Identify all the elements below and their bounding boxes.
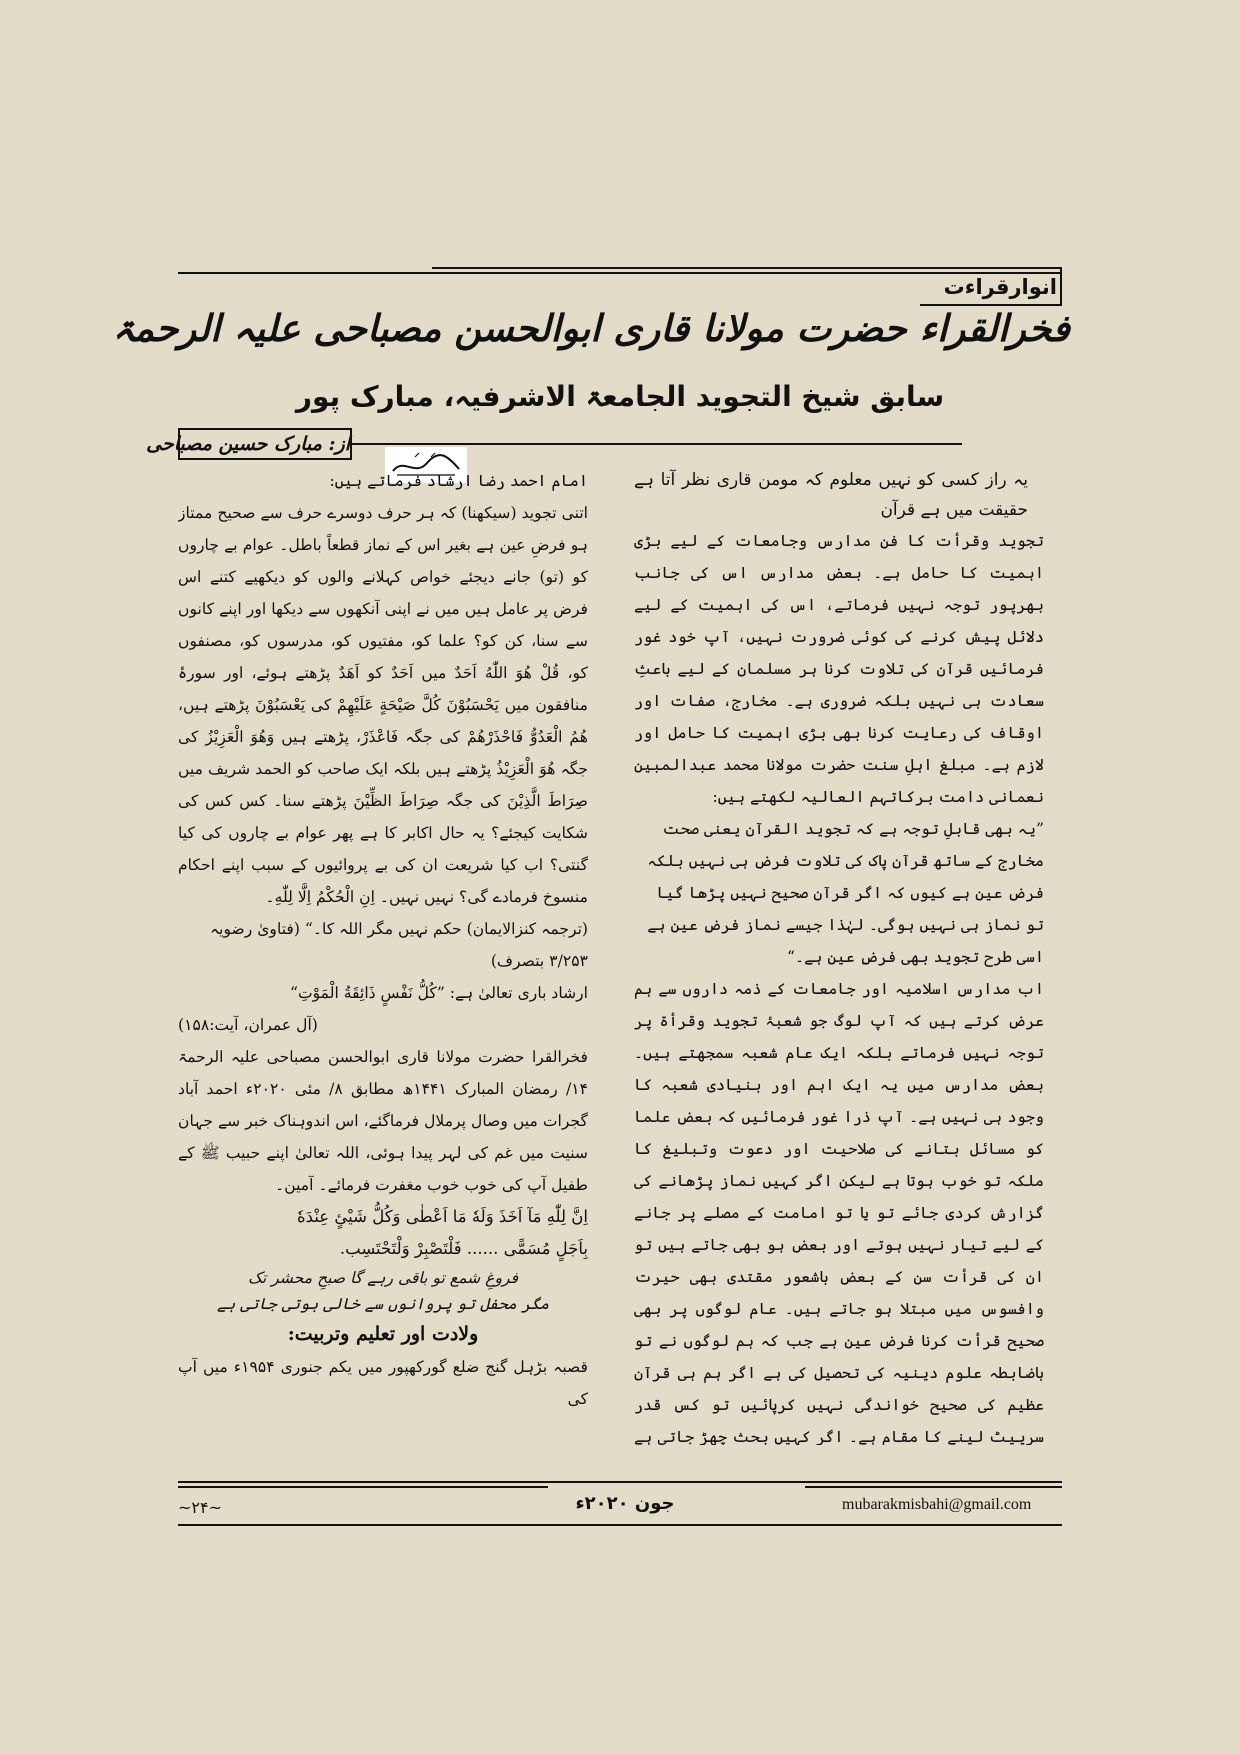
page-subtitle: سابق شیخ التجوید الجامعۃ الاشرفیہ، مبارک پور xyxy=(295,380,945,413)
arabic-line: اِنَّ لِلّٰهِ مَآ اَخَذَ وَلَهٗ مَا اَعْطٰى وَكُلُّ شَيْئٍ عِنْدَهٗ xyxy=(297,1207,588,1226)
reference-note: (ترجمہ کنزالایمان) حکم نہیں مگر اللہ کا۔“ (فتاویٰ رضویہ ۳/۲۵۳ بتصرف) xyxy=(209,920,588,970)
page-title: فخرالقراء حضرت مولانا قاری ابوالحسن مصباحی علیہ الرحمۃ xyxy=(112,306,1070,350)
body-paragraph: قصبہ بڑہل گنج ضلع گورکھپور میں یکم جنوری ۱۹۵۴ء میں آپ کی xyxy=(178,1358,588,1408)
verse-intro: ارشاد باری تعالیٰ ہے: ”كُلُّ نَفْسٍ ذَائِقَةُ الْمَوْتِ“ xyxy=(289,984,588,1002)
body-paragraph: اتنی تجوید (سیکھنا) کہ ہر حرف دوسرے حرف سے صحیح ممتاز ہو فرضِ عین ہے بغیر اس کے نماز قطعاً باطل۔ عوام بے چاروں کو (تو) جانے دیجئے خواص کہلانے والوں کو دیکھیے کتنے اس فرض پر عامل ہیں میں نے اپنی آنکھوں سے دیکھا اور اپنے کانوں سے سنا، کن کو؟ علما کو، مفتیوں کو، مدرسوں کو، مصنفوں کو، قُلْ هُوَ اللّٰهُ اَحَدٌ میں اَحَدٌ کو اَهَدٌ پڑھتے ہوئے، اور سورۂ منافقون میں یَحْسَبُوْنَ كُلَّ صَيْحَةٍ عَلَيْهِمْ کی یَعْسَبُوْنَ پڑھتے ہیں، هُمُ الْعَدُوُّ فَاحْذَرْهُمْ کی جگہ فَاعْذَرْ، پڑھتے ہیں وَهُوَ الْعَزِيْزُ کی جگہ هُوَ الْعَزِيْذُ پڑھتے ہیں بلکہ ایک صاحب کو الحمد شریف میں صِرَاطَ الَّذِيْنَ کی جگہ صِرَاطَ الظِّيْنَ پڑھتے سنا۔ کس کس کی شکایت کیجئے؟ یہ حال اکابر کا ہے پھر عوام بے چاروں کی کیا گنتی؟ اب کیا شریعت ان کی بے پروائیوں کے سبب اپنے احکام منسوخ فرمادے گی؟ نہیں نہیں۔ اِنِ الْحُكْمُ اِلَّا لِلّٰهِ۔ xyxy=(178,504,588,906)
poem-line: مگر محفل تو پروانوں سے خالی ہوتی جاتی ہے xyxy=(216,1295,550,1313)
header-rule-top-long xyxy=(178,272,1062,274)
quoted-passage: ”یہ بھی قابلِ توجہ ہے کہ تجوید القرآن یعنی صحت مخارج کے ساتھ قرآن پاک کی تلاوت فرض ہی نہیں بلکہ فرض عین ہے کیوں کہ اگر قرآن صحیح نہیں پڑھا گیا تو نماز ہی نہیں ہوگی۔ لہٰذا جیسے نماز فرضِ عین ہے اسی طرح تجوید بھی فرضِ عین ہے۔“ xyxy=(647,820,1044,966)
footer-rule-bottom xyxy=(178,1524,1062,1526)
page-number: ~۲۴~ xyxy=(178,1498,222,1517)
author-byline: از: مبارک حسین مصباحی xyxy=(178,428,352,460)
body-paragraph: فخرالقرا حضرت مولانا قاری ابوالحسن مصباحی علیہ الرحمۃ ۱۴/ رمضان المبارک ۱۴۴۱ھ مطابق ۸/ مئی ۲۰۲۰ء احمد آباد گجرات میں وصال پرملال فرماگئے، اس اندوہناک خبر سے جہان سنیت میں غم کی لہر پیدا ہوئی، اللہ تعالیٰ اپنے حبیب ﷺ کے طفیل آپ کی خوب خوب مغفرت فرمائے۔ آمین۔ xyxy=(178,1048,588,1194)
opening-couplet: یہ راز کسی کو نہیں معلوم کہ مومن قاری نظر آتا ہے حقیقت میں ہے قرآن xyxy=(634,470,1028,520)
quote-intro: امام احمد رضا ارشاد فرماتے ہیں: xyxy=(329,472,588,490)
footer-rule-right xyxy=(805,1486,1062,1488)
poem-line: فروغِ شمع تو باقی رہے گا صبحِ محشر تک xyxy=(247,1269,519,1287)
body-paragraph: تجوید وقرأت کا فن مدارس وجامعات کے لیے بڑی اہمیت کا حامل ہے۔ بعض مدارس اس کی جانب بھرپور توجہ نہیں فرماتے، اس کی اہمیت کے لیے دلائل پیش کرنے کی کوئی ضرورت نہیں، آپ خود غور فرمائیں قرآن کی تلاوت کرنا ہر مسلمان کے لیے باعثِ سعادت ہی نہیں بلکہ ضروری ہے۔ مخارج، صفات اور اوقاف کی رعایت کرنا بھی بڑی اہمیت کا حامل اور لازم ہے۔ مبلغ اہلِ سنت حضرت مولانا محمد عبدالمبین نعمانی دامت برکاتہم العالیہ لکھتے ہیں: xyxy=(634,532,1044,806)
footer-rule-top xyxy=(178,1481,1062,1483)
reference-note: (آل عمران، آیت:۱۵۸) xyxy=(178,1016,318,1034)
issue-date: جون ۲۰۲۰ء xyxy=(575,1493,675,1514)
column-divider xyxy=(617,465,618,1445)
author-email: mubarakmisbahi@gmail.com xyxy=(842,1496,1032,1513)
body-paragraph: اب مدارس اسلامیہ اور جامعات کے ذمہ داروں سے ہم عرض کرتے ہیں کہ آپ لوگ جو شعبۂ تجوید وقرأۃ پر توجہ نہیں فرماتے بلکہ ایک عام شعبہ سمجھتے ہیں۔ بعض مدارس میں یہ ایک اہم اور بنیادی شعبہ کا وجود ہی نہیں ہے۔ آپ ذرا غور فرمائیں کہ بعض علما کو مسائل بتانے کی صلاحیت اور دعوت وتبلیغ کا ملکہ تو خوب ہوتا ہے لیکن اگر کہیں نماز پڑھانے کی گزارش کردی جائے تو یا تو امامت کے مصلے پر جانے کے لیے تیار نہیں ہوتے اور بعض ہو بھی جاتے ہیں تو ان کی قرأت سن کے بعض باشعور مقتدی بھی حیرت وافسوس میں مبتلا ہو جاتے ہیں۔ عام لوگوں پر بھی صحیح قرأت کرنا فرض عین ہے جب کہ ہم لوگوں نے تو باضابطہ علوم دینیہ کی تحصیل کی ہے اگر ہم ہی قرآن عظیم کی صحیح خواندگی نہیں کرپائیں تو کس قدر سرپیٹ لینے کا مقام ہے۔ اگر کہیں بحث چھڑ جاتی ہے xyxy=(634,980,1044,1445)
section-rule-vertical xyxy=(1060,267,1062,306)
byline-rule xyxy=(348,443,962,445)
section-label: انوارقراءت xyxy=(943,275,1057,299)
arabic-line: بِاَجَلٍ مُسَمًّى ...... فَلْتَصْبِرْ وَلْتَحْتَسِب. xyxy=(339,1239,588,1258)
article-column-left xyxy=(178,465,588,1445)
article-column-right xyxy=(634,465,1044,1445)
section-heading: ولادت اور تعلیم وتربیت: xyxy=(287,1323,479,1345)
footer-rule-left xyxy=(178,1486,548,1488)
header-rule-top-short xyxy=(432,267,1062,269)
